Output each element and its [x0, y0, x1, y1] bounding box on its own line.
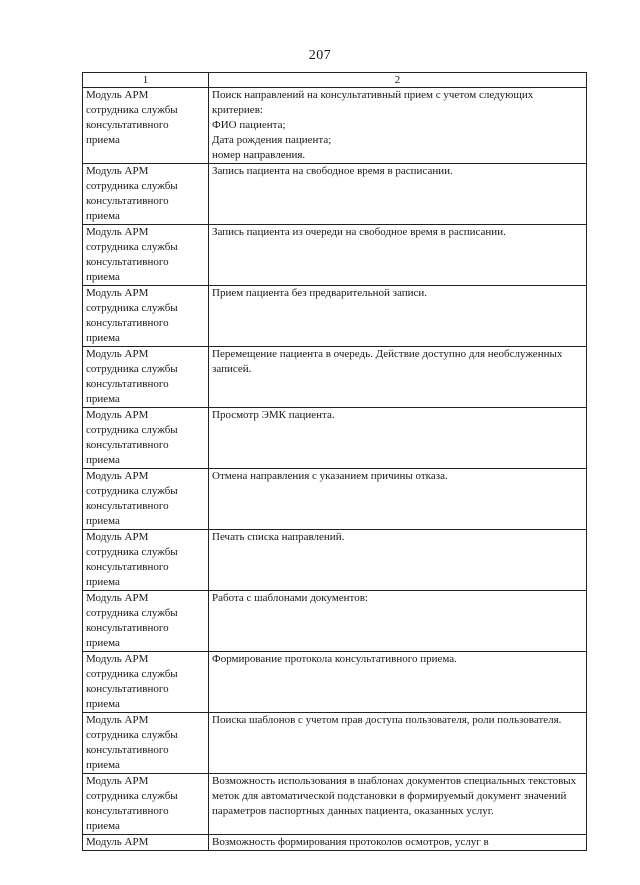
description-cell: [209, 469, 587, 530]
description-line: Работа с шаблонами документов:: [212, 592, 368, 604]
description-cell: [209, 347, 587, 408]
description-line: Запись пациента на свободное время в расписании.: [212, 165, 453, 177]
module-cell: Модуль АРМ сотрудника службы консультативного приема: [83, 591, 209, 652]
table-row: [83, 347, 587, 408]
table-row: [83, 835, 587, 851]
table-row: [83, 652, 587, 713]
module-cell: Модуль АРМ сотрудника службы консультативного приема: [83, 469, 209, 530]
description-cell: [209, 713, 587, 774]
description-line: Формирование протокола консультативного приема.: [212, 653, 457, 665]
description-line: Перемещение пациента в очередь. Действие доступно для необслуженных записей.: [212, 348, 563, 375]
description-cell: [209, 774, 587, 835]
table-row: [83, 164, 587, 225]
description-cell: [209, 591, 587, 652]
module-cell: Модуль АРМ сотрудника службы консультативного приема: [83, 164, 209, 225]
description-cell: [209, 88, 587, 164]
description-cell: [209, 225, 587, 286]
module-cell: Модуль АРМ сотрудника службы консультативного приема: [83, 408, 209, 469]
description-cell: [209, 408, 587, 469]
module-cell: Модуль АРМ сотрудника службы консультативного приема: [83, 88, 209, 164]
description-line: Отмена направления с указанием причины отказа.: [212, 470, 448, 482]
module-cell: Модуль АРМ сотрудника службы консультативного приема: [83, 225, 209, 286]
description-line: Поиск направлений на консультативный прием с учетом следующих критериев:: [212, 89, 534, 116]
description-line: Запись пациента из очереди на свободное время в расписании.: [212, 226, 506, 238]
module-cell: Модуль АРМ сотрудника службы консультативного приема: [83, 713, 209, 774]
description-line: Прием пациента без предварительной записи.: [212, 287, 428, 299]
table-row: [83, 225, 587, 286]
module-cell: Модуль АРМ: [83, 835, 209, 851]
description-cell: [209, 530, 587, 591]
description-cell: [209, 286, 587, 347]
table-body: [83, 88, 587, 851]
page-number: 207: [308, 48, 332, 63]
table-row: [83, 774, 587, 835]
table-row: [83, 713, 587, 774]
module-cell: Модуль АРМ сотрудника службы консультативного приема: [83, 347, 209, 408]
description-line: Просмотр ЭМК пациента.: [212, 409, 335, 421]
description-line: Поиска шаблонов с учетом прав доступа пользователя, роли пользователя.: [212, 714, 562, 726]
requirements-table: [82, 72, 587, 851]
description-cell: [209, 164, 587, 225]
table-row: [83, 469, 587, 530]
module-cell: Модуль АРМ сотрудника службы консультативного приема: [83, 774, 209, 835]
table-header-row: [83, 73, 587, 88]
description-line: Дата рождения пациента;: [212, 134, 332, 146]
description-line: Печать списка направлений.: [212, 531, 345, 543]
table-row: [83, 408, 587, 469]
table-row: [83, 88, 587, 164]
table-row: [83, 286, 587, 347]
module-cell: Модуль АРМ сотрудника службы консультативного приема: [83, 286, 209, 347]
table-row: [83, 591, 587, 652]
column-header-1: 1: [83, 73, 209, 88]
description-line: номер направления.: [212, 149, 306, 161]
description-cell: [209, 652, 587, 713]
module-cell: Модуль АРМ сотрудника службы консультативного приема: [83, 652, 209, 713]
description-line: ФИО пациента;: [212, 119, 286, 131]
module-cell: Модуль АРМ сотрудника службы консультативного приема: [83, 530, 209, 591]
description-line: Возможность использования в шаблонах документов специальных текстовых меток для автоматической подстановки в формируемый документ значений параметров паспортных данных пациента, оказанных услуг.: [212, 775, 577, 817]
description-line: Возможность формирования протоколов осмотров, услуг в: [212, 836, 489, 848]
table-row: [83, 530, 587, 591]
column-header-2: 2: [209, 73, 587, 88]
description-cell: [209, 835, 587, 851]
